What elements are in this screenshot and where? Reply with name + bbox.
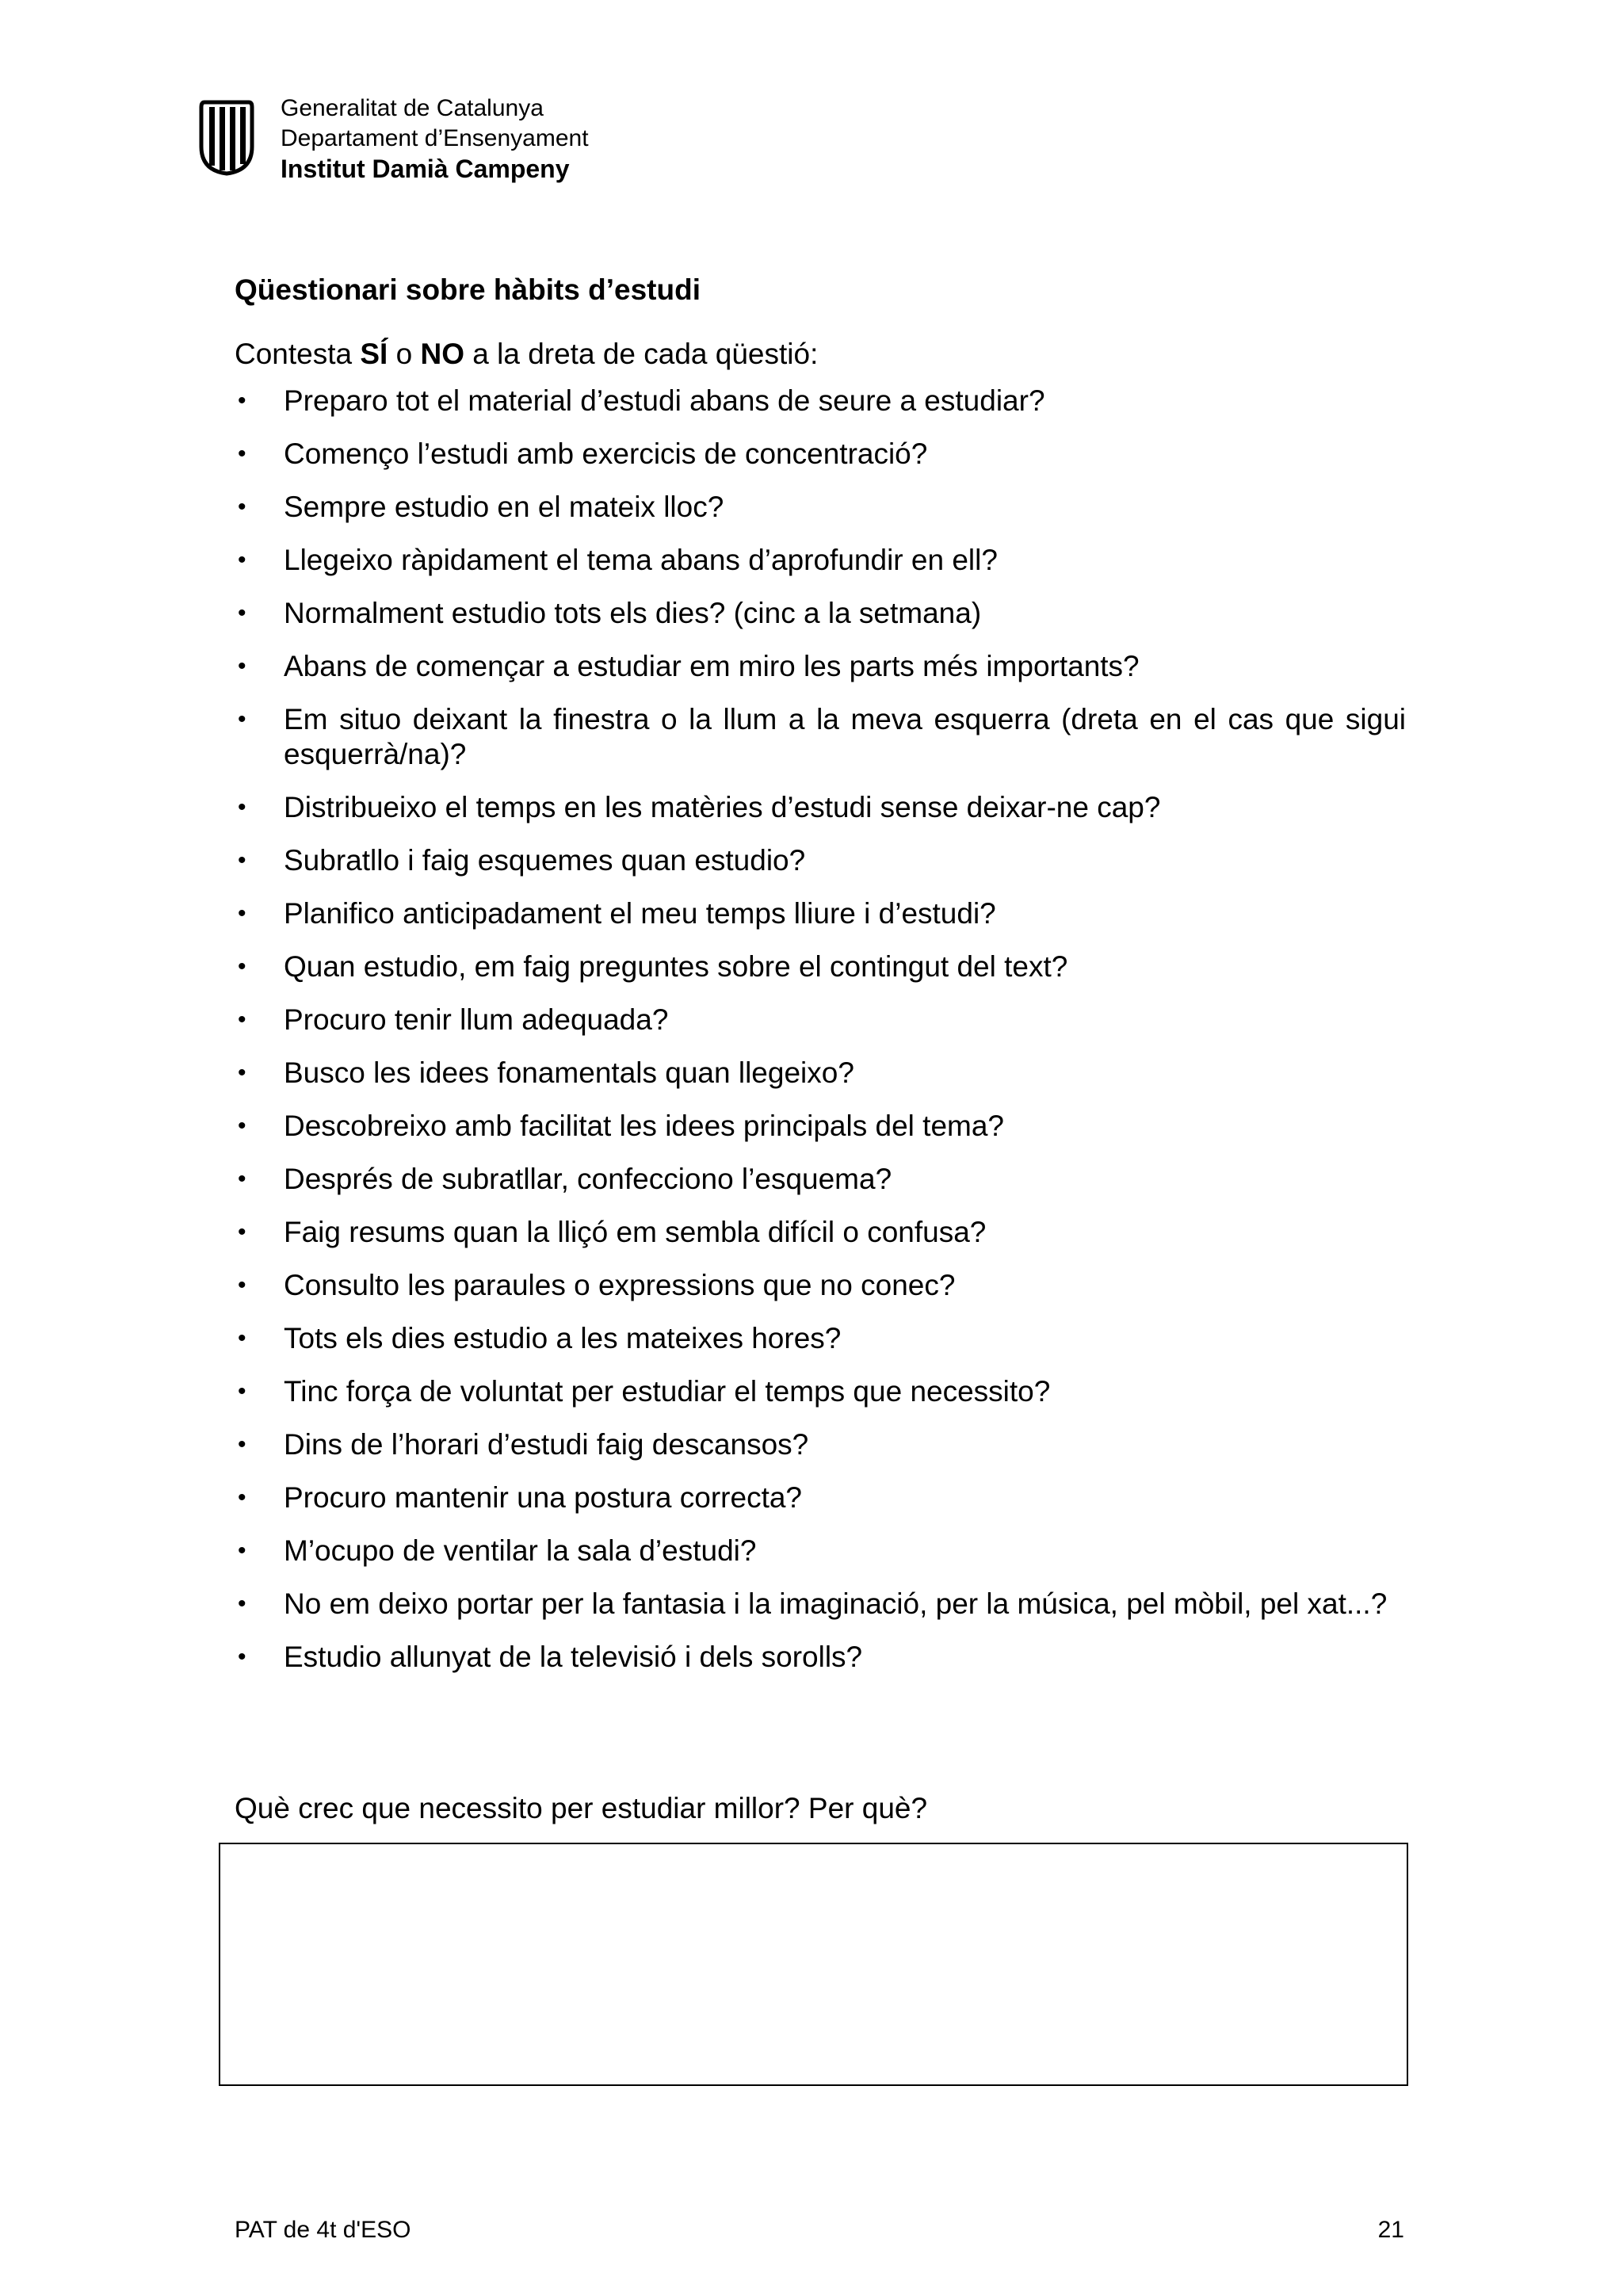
question-text: Tinc força de voluntat per estudiar el temps que necessito? [284,1375,1051,1408]
bullet-icon: • [238,653,246,679]
bullet-icon: • [238,494,246,520]
government-name: Generalitat de Catalunya [281,95,544,121]
bullet-icon: • [238,1431,246,1457]
question-text: Estudio allunyat de la televisió i dels sorolls? [284,1641,863,1673]
instruction-prefix: Contesta [235,338,361,370]
bullet-icon: • [238,547,246,573]
question-item [235,1215,1406,1250]
bullet-icon: • [238,1166,246,1192]
question-item [235,1321,1406,1356]
open-question-prompt: Què crec que necessito per estudiar millor? Per què? [235,1792,928,1824]
question-item [235,1003,1406,1037]
question-text: Faig resums quan la lliçó em sembla difícil o confusa? [284,1216,987,1248]
question-item [235,1427,1406,1462]
question-item [235,490,1406,525]
question-item [235,1374,1406,1409]
question-text: Distribueixo el temps en les matèries d’estudi sense deixar-ne cap? [284,791,1161,823]
question-item [235,1268,1406,1303]
question-text: Descobreixo amb facilitat les idees principals del tema? [284,1110,1004,1142]
question-item [235,896,1406,931]
instruction-suffix: a la dreta de cada qüestió: [464,338,819,370]
school-name: Institut Damià Campeny [281,155,570,183]
questionnaire-title: Qüestionari sobre hàbits d’estudi [235,273,701,306]
bullet-icon: • [238,1644,246,1670]
department-name: Departament d’Ensenyament [281,125,589,151]
question-text: Dins de l’horari d’estudi faig descansos? [284,1428,809,1461]
bullet-icon: • [238,1538,246,1564]
instruction-text [235,335,818,373]
question-item [235,384,1406,418]
footer-course-label: PAT de 4t d'ESO [235,2217,411,2243]
question-item [235,843,1406,878]
question-item [235,1056,1406,1091]
question-text: Tots els dies estudio a les mateixes hores? [284,1322,842,1354]
question-item [235,949,1406,984]
bullet-icon: • [238,1591,246,1617]
question-text: Després de subratllar, confecciono l’esquema? [284,1163,892,1195]
bullet-icon: • [238,388,246,414]
question-text: No em deixo portar per la fantasia i la imaginació, per la música, pel mòbil, pel xat...? [284,1587,1388,1620]
question-text: Sempre estudio en el mateix lloc? [284,491,724,523]
bullet-icon: • [238,706,246,732]
question-text: Planifico anticipadament el meu temps lliure i d’estudi? [284,897,996,930]
organization-name [281,94,589,184]
answer-box[interactable] [219,1843,1408,2086]
bullet-icon: • [238,600,246,626]
question-text: Em situo deixant la finestra o la llum a la meva esquerra (dreta en el cas que sigui esquerrà/na)? [284,703,1406,770]
bullet-icon: • [238,1060,246,1086]
question-text: Procuro mantenir una postura correcta? [284,1481,803,1514]
question-item [235,543,1406,578]
instruction-middle: o [388,338,421,370]
generalitat-logo-icon [198,97,255,177]
bullet-icon: • [238,1219,246,1245]
bullet-icon: • [238,1272,246,1298]
question-text: Preparo tot el material d’estudi abans de seure a estudiar? [284,384,1045,417]
question-item [235,1162,1406,1197]
instruction-yes: SÍ [360,338,388,370]
question-item [235,1480,1406,1515]
question-item [235,790,1406,825]
question-item [235,596,1406,631]
question-text: M’ocupo de ventilar la sala d’estudi? [284,1534,757,1567]
bullet-icon: • [238,900,246,926]
question-item [235,1587,1406,1622]
question-text: Busco les idees fonamentals quan llegeixo? [284,1056,854,1089]
bullet-icon: • [238,953,246,980]
bullet-icon: • [238,847,246,873]
bullet-icon: • [238,1113,246,1139]
question-item [235,1109,1406,1144]
question-item [235,649,1406,684]
question-item [235,437,1406,472]
question-text: Consulto les paraules o expressions que no conec? [284,1269,956,1301]
question-item [235,1640,1406,1675]
question-list [235,384,1406,1693]
bullet-icon: • [238,441,246,467]
bullet-icon: • [238,1484,246,1511]
bullet-icon: • [238,1378,246,1404]
bullet-icon: • [238,1325,246,1351]
question-text: Abans de començar a estudiar em miro les parts més importants? [284,650,1140,682]
question-item [235,1534,1406,1568]
question-text: Procuro tenir llum adequada? [284,1003,669,1036]
question-text: Llegeixo ràpidament el tema abans d’aprofundir en ell? [284,544,998,576]
bullet-icon: • [238,1007,246,1033]
bullet-icon: • [238,794,246,820]
question-text: Començo l’estudi amb exercicis de concentració? [284,437,928,470]
question-item [235,702,1406,772]
instruction-no: NO [420,338,464,370]
question-text: Quan estudio, em faig preguntes sobre el contingut del text? [284,950,1068,983]
page-number: 21 [1377,2217,1404,2243]
question-text: Normalment estudio tots els dies? (cinc a la setmana) [284,597,982,629]
question-text: Subratllo i faig esquemes quan estudio? [284,844,806,877]
